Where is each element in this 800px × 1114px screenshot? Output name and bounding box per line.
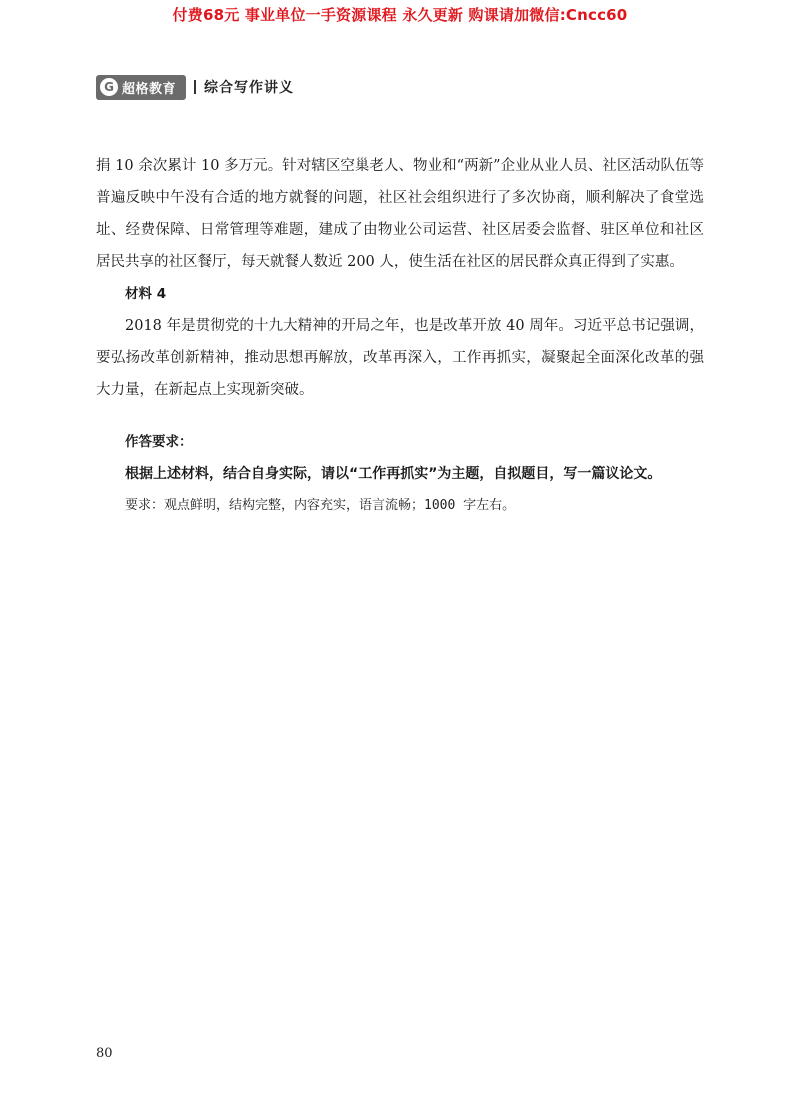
requirements-title: 作答要求： — [125, 434, 193, 450]
document-body — [96, 150, 704, 522]
material-heading: 材料 4 — [125, 286, 167, 302]
page-header — [96, 74, 294, 100]
paragraph-continued: 捐 10 余次累计 10 多万元。针对辖区空巢老人、物业和“两新”企业从业人员、社区活动队伍等普遍反映中午没有合适的地方就餐的问题，社区社会组织进行了多次协商，顺利解决了食堂选址、经费保障、日常管理等难题，建成了由物业公司运营、社区居委会监督、驻区单位和社区居民共享的社区餐厅，每天就餐人数近 200 人，使生活在社区的居民群众真正得到了实惠。 — [96, 158, 704, 270]
requirements-sub: 要求：观点鲜明，结构完整，内容充实，语言流畅；1000 字左右。 — [125, 498, 516, 513]
material-paragraph: 2018 年是贯彻党的十九大精神的开局之年，也是改革开放 40 周年。习近平总书记强调，要弘扬改革创新精神，推动思想再解放，改革再深入，工作再抓实，凝聚起全面深化改革的强大力量，在新起点上实现新突破。 — [96, 318, 704, 398]
page-number: 80 — [96, 1046, 113, 1061]
header-divider — [194, 80, 196, 94]
brand-logo — [96, 75, 186, 100]
logo-text: 超格教育 — [122, 81, 177, 97]
header-title: 综合写作讲义 — [204, 80, 294, 96]
requirements-main: 根据上述材料，结合自身实际，请以“工作再抓实”为主题，自拟题目，写一篇议论文。 — [125, 466, 662, 482]
logo-g-icon: G — [100, 78, 118, 96]
watermark-banner: 付费68元 事业单位一手资源课程 永久更新 购课请加微信:Cncc60 — [172, 6, 628, 24]
